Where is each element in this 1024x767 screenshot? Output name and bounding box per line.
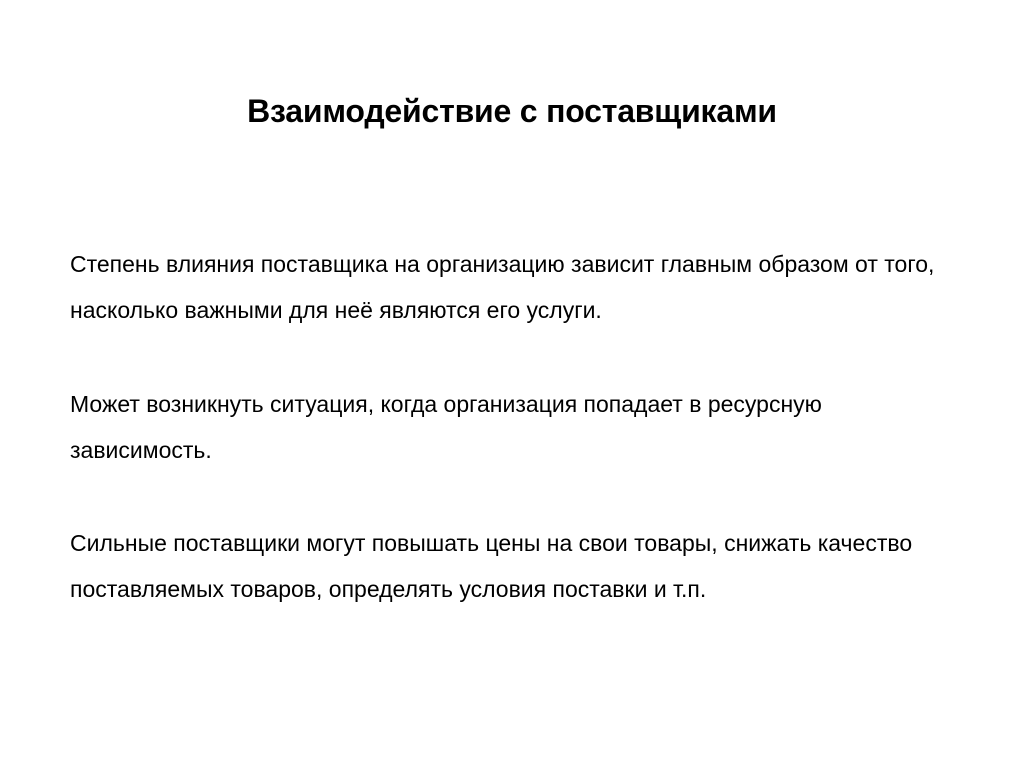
paragraph-strong-suppliers: Сильные поставщики могут повышать цены на свои товары, снижать качество поставляемых товаров, определять условия поставки и т.п. (70, 530, 913, 602)
paragraph-supplier-influence: Степень влияния поставщика на организацию зависит главным образом от того, насколько важными для неё являются его услуги. (70, 251, 935, 323)
paragraph-resource-dependence: Может возникнуть ситуация, когда организация попадает в ресурсную зависимость. (70, 391, 822, 463)
slide-title: Взаимодействие с поставщиками (247, 93, 777, 129)
